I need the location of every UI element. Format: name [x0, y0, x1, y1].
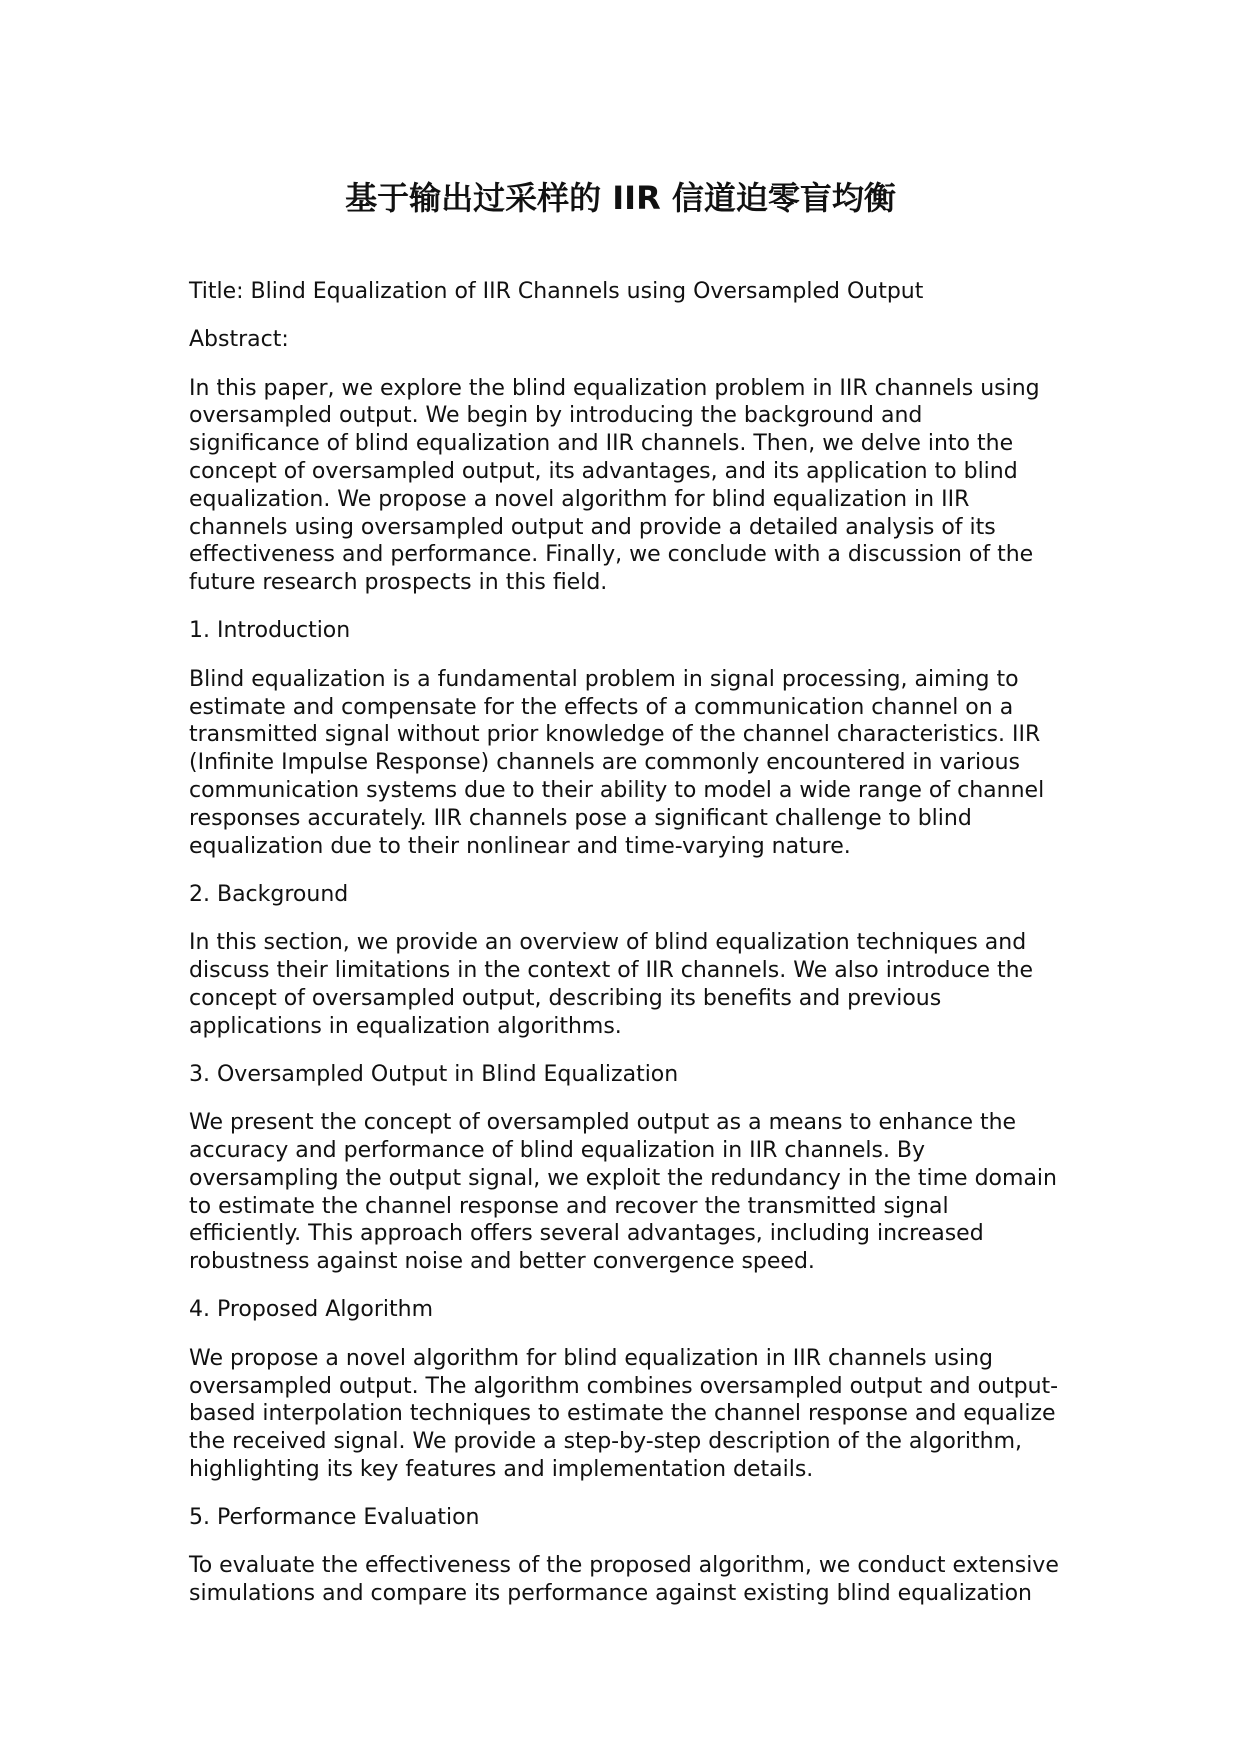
section-heading-performance-evaluation: 5. Performance Evaluation: [189, 1505, 480, 1531]
section-body-proposed-algorithm: We propose a novel algorithm for blind equalization in IIR channels using oversampled output. The algorithm combines oversampled output and output-based interpolation techniques to estimate the channel response and equalize the received signal. We provide a step-by-step description of the algorithm, highlighting its key features and implementation details.: [189, 1345, 1059, 1482]
document-body: [189, 278, 1059, 1629]
section-heading-introduction: 1. Introduction: [189, 618, 351, 644]
abstract-paragraph: In this paper, we explore the blind equalization problem in IIR channels using oversampled output. We begin by introducing the background and significance of blind equalization and IIR channels. Then, we delve into the concept of oversampled output, its advantages, and its application to blind equalization. We propose a novel algorithm for blind equalization in IIR channels using oversampled output and provide a detailed analysis of its effectiveness and performance. Finally, we conclude with a discussion of the future research prospects in this field.: [189, 375, 1040, 596]
section-body-oversampled-output: We present the concept of oversampled output as a means to enhance the accuracy and performance of blind equalization in IIR channels. By oversampling the output signal, we exploit the redundancy in the time domain to estimate the channel response and recover the transmitted signal efficiently. This approach offers several advantages, including increased robustness against noise and better convergence speed.: [189, 1110, 1057, 1275]
section-body-introduction: Blind equalization is a fundamental problem in signal processing, aiming to estimate and compensate for the effects of a communication channel on a transmitted signal without prior knowledge of the channel characteristics. IIR (Infinite Impulse Response) channels are commonly encountered in various communication systems due to their ability to model a wide range of channel responses accurately. IIR channels pose a significant challenge to blind equalization due to their nonlinear and time-varying nature.: [189, 666, 1045, 859]
section-heading-proposed-algorithm: 4. Proposed Algorithm: [189, 1297, 434, 1323]
abstract-label: Abstract:: [189, 327, 289, 353]
section-body-background: In this section, we provide an overview of blind equalization techniques and discuss their limitations in the context of IIR channels. We also introduce the concept of oversampled output, describing its benefits and previous applications in equalization algorithms.: [189, 930, 1034, 1039]
section-body-performance-evaluation: To evaluate the effectiveness of the proposed algorithm, we conduct extensive simulations and compare its performance against existing blind equalization: [189, 1553, 1059, 1607]
section-heading-oversampled-output: 3. Oversampled Output in Blind Equalization: [189, 1061, 679, 1087]
english-title-line: Title: Blind Equalization of IIR Channels using Oversampled Output: [189, 279, 924, 304]
section-heading-background: 2. Background: [189, 881, 349, 907]
document-title: 基于输出过采样的 IIR 信道迫零盲均衡: [345, 179, 896, 217]
